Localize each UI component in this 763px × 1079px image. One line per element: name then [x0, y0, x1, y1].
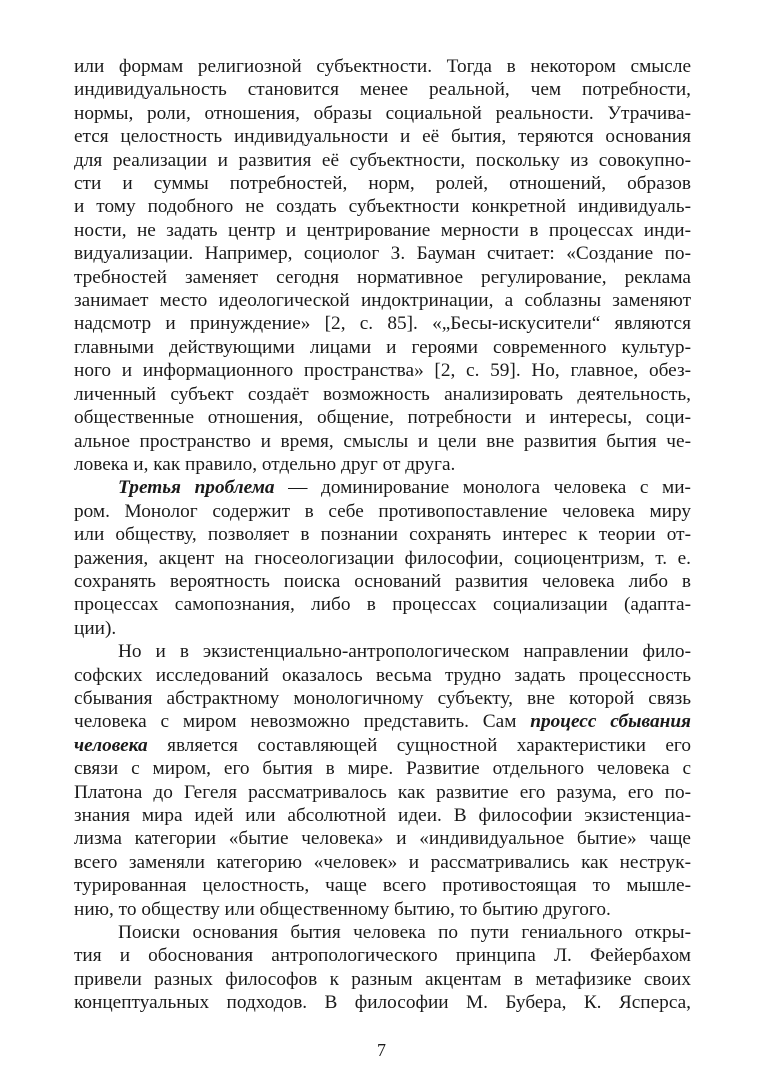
text-line: сти и суммы потребностей, норм, ролей, отношений, образов	[74, 173, 691, 195]
text-line	[74, 710, 691, 733]
text-span: человека с миром невозможно представить. Сам	[74, 711, 531, 733]
text-line: занимает место идеологической индоктринации, а соблазны заменяют	[74, 290, 691, 312]
text-line: ловека и, как правило, отдельно друг от друга.	[74, 453, 456, 475]
text-line: ром. Монолог содержит в себе противопоставление человека миру	[74, 500, 691, 522]
text-line: требностей заменяет сегодня нормативное регулирование, реклама	[74, 266, 691, 288]
text-line: нию, то обществу или общественному бытию, то бытию другого.	[74, 898, 611, 920]
paragraph-1	[74, 55, 691, 476]
text-line: общественные отношения, общение, потребности и интересы, соци-	[74, 407, 691, 429]
paragraph-2	[74, 476, 691, 640]
text-line: Поиски основания бытия человека по пути гениального откры-	[118, 922, 691, 944]
text-line: или формам религиозной субъектности. Тогда в некотором смысле	[74, 56, 691, 77]
text-span: является составляющей сущностной характеристики его	[147, 734, 691, 756]
text-line: или обществу, позволяет в познании сохранять интерес к теории от-	[74, 524, 691, 546]
text-line: ности, не задать центр и центрирование мерности в процессах инди-	[74, 219, 691, 241]
text-line: для реализации и развития её субъектности, поскольку из совокупно-	[74, 149, 691, 171]
text-line: связи с миром, его бытия в мире. Развитие отдельного человека с	[74, 758, 691, 780]
emphasis-term: Третья проблема	[118, 477, 275, 499]
text-line: турированная целостность, чаще всего противостоящая то мышле-	[74, 875, 691, 897]
text-line: ции).	[74, 617, 117, 639]
emphasis-term: человека	[74, 734, 148, 756]
paragraph-4	[74, 921, 691, 1015]
text-line: концептуальных подходов. В философии М. Бубера, К. Ясперса,	[74, 992, 691, 1014]
text-span: — доминирование монолога человека с ми-	[274, 477, 691, 499]
text-line: альное пространство и время, смыслы и цели вне развития бытия че-	[74, 430, 691, 452]
text-line: индивидуальность становится менее реальной, чем потребности,	[74, 79, 691, 101]
text-line: ражения, акцент на гносеологизации философии, социоцентризм, т. е.	[74, 547, 691, 569]
text-line: лизма категории «бытие человека» и «индивидуальное бытие» чаще	[74, 828, 691, 850]
text-line	[74, 734, 691, 757]
page-number: 7	[377, 1040, 386, 1060]
text-line: процессах самопознания, либо в процессах социализации (адапта-	[74, 594, 691, 616]
text-line: Платона до Гегеля рассматривалось как развитие его разума, его по-	[74, 781, 691, 803]
text-line: знания мира идей или абсолютной идеи. В философии экзистенциа-	[74, 805, 691, 826]
text-line: софских исследований оказалось весьма трудно задать процессность	[74, 664, 691, 686]
text-line: сохранять вероятность поиска оснований развития человека либо в	[74, 570, 691, 592]
text-line: главными действующими лицами и героями современного культур-	[74, 336, 691, 358]
text-line: ется целостность индивидуальности и её бытия, теряются основания	[74, 126, 691, 148]
text-line: тия и обоснования антропологического принципа Л. Фейербахом	[74, 945, 691, 967]
text-line: сбывания абстрактному монологичному субъекту, вне которой связь	[74, 687, 691, 709]
text-line: личенный субъект создаёт возможность анализировать деятельность,	[74, 383, 691, 405]
text-line: Но и в экзистенциально-антропологическом направлении фило-	[118, 641, 691, 663]
text-line: нормы, роли, отношения, образы социальной реальности. Утрачива-	[74, 102, 691, 124]
text-line: и тому подобного не создать субъектности конкретной индивидуаль-	[74, 196, 691, 218]
text-line: ного и информационного пространства» [2, с. 59]. Но, главное, обез-	[74, 360, 691, 382]
paragraph-3	[74, 640, 691, 921]
emphasis-term: процесс сбывания	[530, 711, 691, 733]
text-line: всего заменяли категорию «человек» и рассматривались как неструк-	[74, 851, 691, 873]
text-line: надсмотр и принуждение» [2, с. 85]. «„Бесы-искусители“ являются	[74, 313, 691, 335]
text-line	[74, 476, 691, 499]
text-line: видуализации. Например, социолог З. Бауман считает: «Создание по-	[74, 243, 691, 265]
text-line: привели разных философов к разным акцентам в метафизике своих	[74, 968, 691, 990]
page-body	[74, 55, 691, 1015]
